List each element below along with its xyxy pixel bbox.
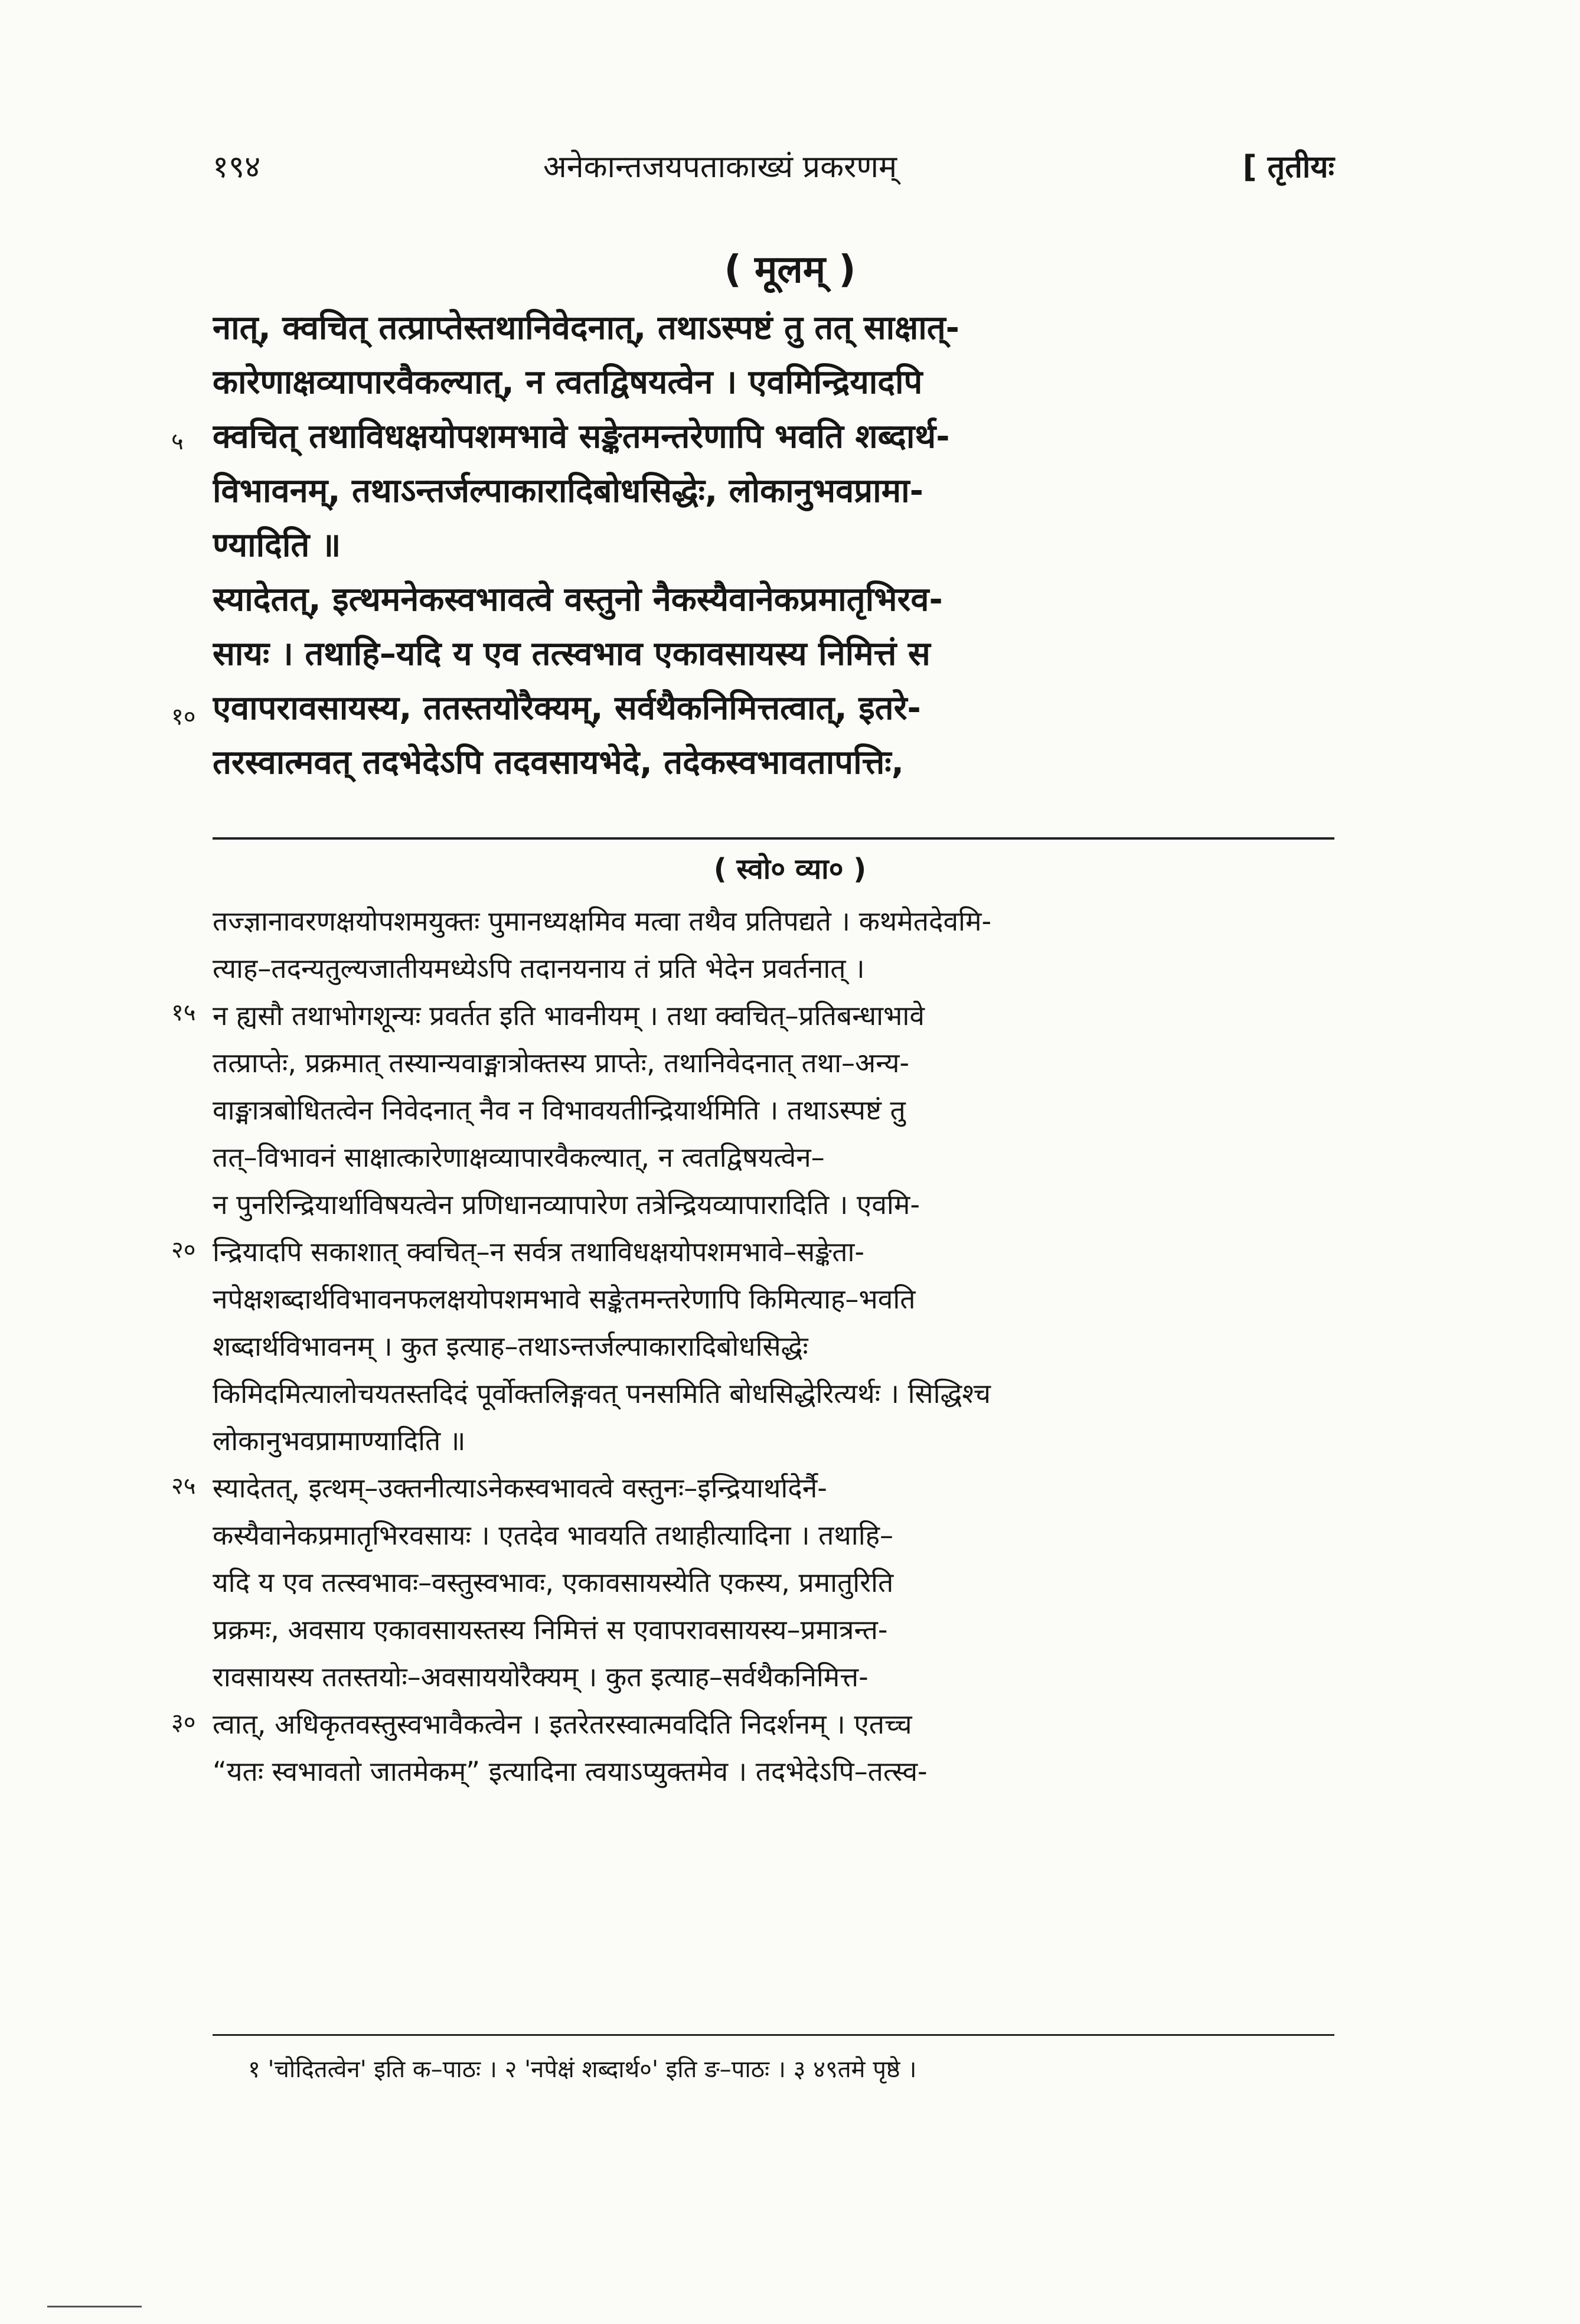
mula-line: विभावनम्, तथाऽन्तर्जल्पाकारादिबोधसिद्धेः, लोकानुभवप्रामा- xyxy=(213,472,923,510)
line-number: १५ xyxy=(171,999,196,1026)
vyakhya-line: तज्ज्ञानावरणक्षयोपशमयुक्तः पुमानध्यक्षमिव मत्वा तथैव प्रतिपद्यते । कथमेतदेवमि- xyxy=(213,905,992,937)
footnote: १ 'चोदितत्वेन' इति क–पाठः । २ 'नपेक्षं शब्दार्थ०' इति ङ–पाठः । ३ ४९तमे पृष्ठे । xyxy=(248,2056,917,2083)
vyakhya-line: न ह्यसौ तथाभोगशून्यः प्रवर्तत इति भावनीयम् । तथा क्वचित्–प्रतिबन्धाभावे xyxy=(213,1000,925,1032)
vyakhya-line: यदि य एव तत्स्वभावः–वस्तुस्वभावः, एकावसायस्येति एकस्य, प्रमातुरिति xyxy=(213,1566,894,1598)
vyakhya-line: प्रक्रमः, अवसाय एकावसायस्तस्य निमित्तं स एवापरावसायस्य–प्रमात्रन्त- xyxy=(213,1614,888,1646)
page-edge-mark xyxy=(47,2306,142,2307)
line-number: ५ xyxy=(171,428,184,455)
mula-text xyxy=(213,301,1334,790)
vyakhya-line: तत्प्राप्तेः, प्रक्रमात् तस्यान्यवाङ्मात्रोक्तस्य प्राप्तेः, तथानिवेदनात् तथा–अन्य- xyxy=(213,1047,909,1079)
running-header xyxy=(213,145,1334,198)
mula-line: क्वचित् तथाविधक्षयोपशमभावे सङ्केतमन्तरेणापि भवति शब्दार्थ- xyxy=(213,417,950,456)
vyakhya-line: न पुनरिन्द्रियार्थाविषयत्वेन प्रणिधानव्यापारेण तत्रेन्द्रियव्यापारादिति । एवमि- xyxy=(213,1189,920,1220)
page-number: १९४ xyxy=(213,149,261,185)
line-number: २० xyxy=(171,1236,196,1264)
mula-line: एवापरावसायस्य, ततस्तयोरैक्यम्, सर्वथैकनिमित्तत्वात्, इतरे- xyxy=(213,689,921,727)
vyakhya-line: लोकानुभवप्रामाण्यादिति ॥ xyxy=(213,1425,466,1457)
section-label: [ तृतीयः xyxy=(1242,149,1334,185)
running-title: अनेकान्तजयपताकाख्यं प्रकरणम् xyxy=(543,149,897,185)
vyakhya-line: न्द्रियादपि सकाशात् क्वचित्–न सर्वत्र तथाविधक्षयोपशमभावे–सङ्केता- xyxy=(213,1236,865,1268)
mula-line: ण्यादिति ॥ xyxy=(213,526,341,564)
mula-line: स्यादेतत्, इत्थमनेकस्वभावत्वे वस्तुनो नैकस्यैवानेकप्रमातृभिरव- xyxy=(213,580,943,619)
vyakhya-line: त्वात्, अधिकृतवस्तुस्वभावैकत्वेन । इतरेतरस्वात्मवदिति निदर्शनम् । एतच्च xyxy=(213,1708,912,1740)
vyakhya-line: किमिदमित्यालोचयतस्तदिदं पूर्वोक्तलिङ्गवत् पनसमिति बोधसिद्धेरित्यर्थः । सिद्धिश्च xyxy=(213,1378,991,1409)
mula-line: कारेणाक्षव्यापारवैकल्यात्, न त्वतद्विषयत्वेन । एवमिन्द्रियादपि xyxy=(213,363,923,402)
mula-heading: ( मूलम् ) xyxy=(724,248,856,292)
divider-rule xyxy=(213,837,1334,840)
vyakhya-heading: ( स्वो० व्या० ) xyxy=(713,853,867,886)
vyakhya-line: स्यादेतत्, इत्थम्–उक्तनीत्याऽनेकस्वभावत्वे वस्तुनः–इन्द्रियार्थादेर्नै- xyxy=(213,1472,827,1504)
line-number: २५ xyxy=(171,1473,196,1500)
mula-line: नात्, क्वचित् तत्प्राप्तेस्तथानिवेदनात्, तथाऽस्पष्टं तु तत् साक्षात्- xyxy=(213,309,959,347)
vyakhya-line: तत्–विभावनं साक्षात्कारेणाक्षव्यापारवैकल्यात्, न त्वतद्विषयत्वेन– xyxy=(213,1141,825,1173)
mula-line: तरस्वात्मवत् तदभेदेऽपि तदवसायभेदे, तदेकस्वभावतापत्तिः, xyxy=(213,743,904,782)
vyakhya-line: नपेक्षशब्दार्थविभावनफलक्षयोपशमभावे सङ्केतमन्तरेणापि किमित्याह–भवति xyxy=(213,1283,916,1315)
vyakhya-line: त्याह–तदन्यतुल्यजातीयमध्येऽपि तदानयनाय तं प्रति भेदेन प्रवर्तनात् । xyxy=(213,952,865,984)
vyakhya-line: रावसायस्य ततस्तयोः–अवसाययोरैक्यम् । कुत इत्याह–सर्वथैकनिमित्त- xyxy=(213,1661,869,1693)
footnote-rule xyxy=(213,2034,1334,2036)
vyakhya-line: “यतः स्वभावतो जातमेकम्” इत्यादिना त्वयाऽप्युक्तमेव । तदभेदेऽपि–तत्स्व- xyxy=(213,1755,928,1787)
line-number: ३० xyxy=(171,1709,196,1736)
vyakhya-text xyxy=(213,897,1334,1795)
line-number: १० xyxy=(171,703,196,730)
mula-line: सायः । तथाहि–यदि य एव तत्स्वभाव एकावसायस्य निमित्तं स xyxy=(213,635,931,673)
vyakhya-line: वाङ्मात्रबोधितत्वेन निवेदनात् नैव न विभावयतीन्द्रियार्थमिति । तथाऽस्पष्टं तु xyxy=(213,1094,906,1126)
vyakhya-line: शब्दार्थविभावनम् । कुत इत्याह–तथाऽन्तर्जल्पाकारादिबोधसिद्धेः xyxy=(213,1330,808,1362)
vyakhya-line: कस्यैवानेकप्रमातृभिरवसायः । एतदेव भावयति तथाहीत्यादिना । तथाहि– xyxy=(213,1519,894,1551)
